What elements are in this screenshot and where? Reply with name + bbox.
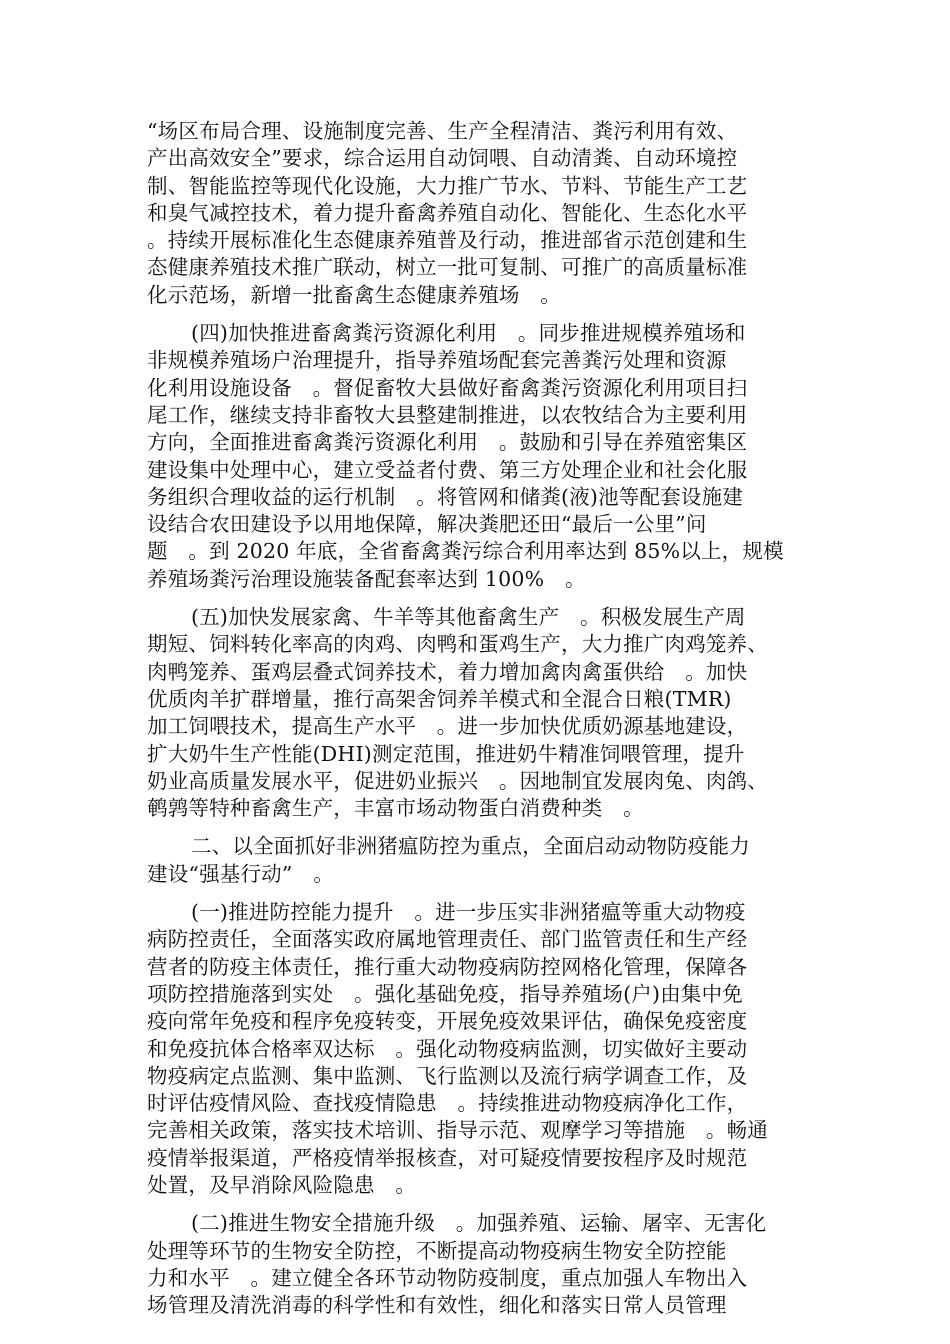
paragraph-gap	[147, 1199, 803, 1210]
paragraph-p4	[147, 833, 803, 888]
text-line: 鹌鹑等特种畜禽生产，丰富市场动物蛋白消费种类 。	[147, 796, 644, 821]
text-line: 项防控措施落到实处 。强化基础免疫，指导养殖场(户)由集中免	[147, 981, 743, 1006]
text-line: 和免疫抗体合格率双达标 。强化动物疫病监测，切实做好主要动	[147, 1036, 748, 1061]
text-line: (二)推进生物安全措施升级 。加强养殖、运输、屠宰、无害化	[191, 1211, 767, 1236]
text-line: 产出高效安全”要求，综合运用自动饲喂、自动清粪、自动环境控	[147, 146, 738, 171]
text-line: 肉鸭笼养、蛋鸡层叠式饲养技术，着力增加禽肉禽蛋供给 。加快	[147, 659, 748, 684]
document-body	[147, 118, 803, 1319]
paragraph-p6	[147, 1210, 803, 1319]
text-line: 养殖场粪污治理设施装备配套率达到 100% 。	[147, 566, 586, 591]
text-line: (一)推进防控能力提升 。进一步压实非洲猪瘟等重大动物疫	[191, 900, 746, 925]
text-line: 期短、饲料转化率高的肉鸡、肉鸭和蛋鸡生产，大力推广肉鸡笼养、	[147, 632, 768, 657]
text-line: 处理等环节的生物安全防控，不断提高动物疫病生物安全防控能	[147, 1238, 727, 1263]
text-line: 方向，全面推进畜禽粪污资源化利用 。鼓励和引导在养殖密集区	[147, 430, 748, 455]
text-line: 营者的防疫主体责任，推行重大动物疫病防控网格化管理，保障各	[147, 954, 748, 979]
text-line: (五)加快发展家禽、牛羊等其他畜禽生产 。积极发展生产周	[191, 605, 746, 630]
paragraph-gap	[147, 888, 803, 899]
text-line: 题 。到 2020 年底，全省畜禽粪污综合利用率达到 85%以上，规模	[147, 539, 784, 564]
text-line: 场管理及清洗消毒的科学性和有效性，细化和落实日常人员管理	[147, 1293, 727, 1318]
text-line: 设结合农田建设予以用地保障，解决粪肥还田“最后一公里”问	[147, 512, 707, 537]
paragraph-gap	[147, 593, 803, 604]
text-line: “场区布局合理、设施制度完善、生产全程清洁、粪污利用有效、	[147, 119, 738, 143]
text-line: 处置，及早消除风险隐患 。	[147, 1172, 417, 1197]
text-line: 完善相关政策，落实技术培训、指导示范、观摩学习等措施 。畅通	[147, 1118, 768, 1143]
text-line: 。持续开展标准化生态健康养殖普及行动，推进部省示范创建和生	[147, 228, 748, 253]
text-line: (四)加快推进畜禽粪污资源化利用 。同步推进规模养殖场和	[191, 321, 746, 346]
text-line: 尾工作，继续支持非畜牧大县整建制推进，以农牧结合为主要利用	[147, 402, 748, 427]
text-line: 建设“强基行动” 。	[147, 861, 334, 886]
text-line: 化示范场，新增一批畜禽生态健康养殖场 。	[147, 282, 561, 307]
text-line: 加工饲喂技术，提高生产水平 。进一步加快优质奶源基地建设，	[147, 714, 748, 739]
paragraph-p5	[147, 899, 803, 1199]
text-line: 务组织合理收益的运行机制 。将管网和储粪(液)池等配套设施建	[147, 484, 743, 509]
text-line: 非规模养殖场户治理提升，指导养殖场配套完善粪污处理和资源	[147, 348, 727, 373]
text-line: 奶业高质量发展水平，促进奶业振兴 。因地制宜发展肉兔、肉鸽、	[147, 768, 768, 793]
text-line: 力和水平 。建立健全各环节动物防疫制度，重点加强人车物出入	[147, 1265, 748, 1290]
text-line: 物疫病定点监测、集中监测、飞行监测以及流行病学调查工作，及	[147, 1063, 748, 1088]
paragraph-gap	[147, 822, 803, 833]
text-line: 时评估疫情风险、查找疫情隐患 。持续推进动物疫病净化工作，	[147, 1091, 748, 1116]
text-line: 建设集中处理中心，建立受益者付费、第三方处理企业和社会化服	[147, 457, 748, 482]
text-line: 病防控责任，全面落实政府属地管理责任、部门监管责任和生产经	[147, 927, 748, 952]
text-line: 疫情举报渠道，严格疫情举报核查，对可疑疫情要按程序及时规范	[147, 1145, 748, 1170]
text-line: 疫向常年免疫和程序免疫转变，开展免疫效果评估，确保免疫密度	[147, 1009, 748, 1034]
text-line: 二、以全面抓好非洲猪瘟防控为重点，全面启动动物防疫能力	[191, 834, 750, 859]
paragraph-gap	[147, 309, 803, 320]
text-line: 优质肉羊扩群增量，推行高架舍饲养羊模式和全混合日粮(TMR)	[147, 686, 732, 711]
text-line: 化利用设施设备 。督促畜牧大县做好畜禽粪污资源化利用项目扫	[147, 375, 748, 400]
text-line: 态健康养殖技术推广联动，树立一批可复制、可推广的高质量标准	[147, 255, 748, 280]
text-line: 和臭气减控技术，着力提升畜禽养殖自动化、智能化、生态化水平	[147, 200, 748, 225]
text-line: 制、智能监控等现代化设施，大力推广节水、节料、节能生产工艺	[147, 173, 748, 198]
paragraph-p2	[147, 320, 803, 593]
paragraph-p3	[147, 604, 803, 822]
text-line: 扩大奶牛生产性能(DHI)测定范围，推进奶牛精准饲喂管理，提升	[147, 741, 745, 766]
paragraph-p1	[147, 118, 803, 309]
